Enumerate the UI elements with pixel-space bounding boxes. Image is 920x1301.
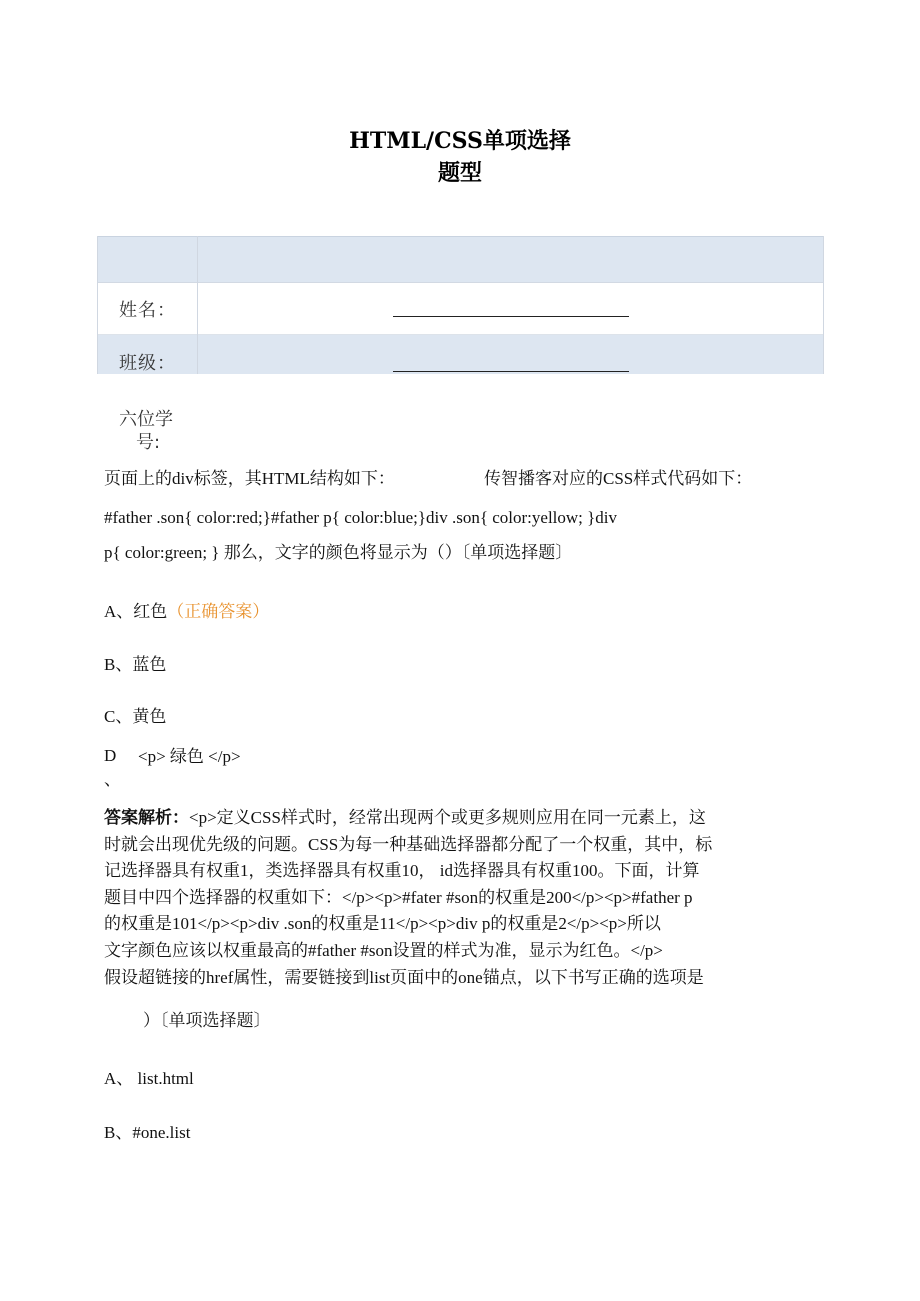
option-text: #one.list: [132, 1123, 191, 1142]
class-row: [97, 335, 824, 374]
analysis-line-1: [104, 806, 706, 830]
class-input-line[interactable]: [393, 371, 629, 372]
column-divider: [197, 236, 198, 374]
correct-answer-note: （正确答案）: [167, 602, 270, 621]
student-id-label-line1: 六位学: [119, 409, 173, 430]
analysis-line-5: 的权重是101</p><p>div .son的权重是11</p><p>div p的权重是2</p><p>所以: [104, 914, 661, 933]
table-right-border: [823, 236, 824, 374]
analysis-text: <p>定义CSS样式时，经常出现两个或更多规则应用在同一元素上，这: [189, 808, 706, 827]
question2-text-line2: ）〔单项选择题〕: [143, 1011, 271, 1030]
option-letter: A、: [104, 1069, 134, 1088]
analysis-label: 答案解析：: [104, 808, 189, 828]
option-letter: C、: [104, 707, 133, 726]
option-letter: D: [104, 746, 117, 765]
question2-option-a[interactable]: [104, 1067, 194, 1091]
student-info-table: [97, 236, 824, 374]
option-text: 红色: [133, 602, 168, 621]
analysis-line-3: 记选择器具有权重1，类选择器具有权重10， id选择器具有权重100。下面，计算: [104, 861, 700, 880]
table-header-row: [97, 236, 824, 283]
option-letter: B、: [104, 655, 133, 674]
question1-option-d-mark: 、: [104, 770, 121, 789]
question1-option-c[interactable]: [104, 705, 166, 729]
option-letter: B、: [104, 1123, 133, 1142]
question1-intro-left: 页面上的div标签，其HTML结构如下：: [104, 469, 395, 488]
question1-option-d[interactable]: [104, 744, 116, 768]
table-left-border: [97, 236, 98, 374]
question1-option-b[interactable]: [104, 653, 166, 677]
question1-code-line2: p{ color:green; } 那么，文字的颜色将显示为（）〔单项选择题〕: [104, 543, 573, 562]
name-label: 姓名：: [119, 300, 176, 321]
option-letter: A、: [104, 602, 134, 621]
question2-text-line1: 假设超链接的href属性，需要链接到list页面中的one锚点，以下书写正确的选项是: [104, 968, 704, 987]
question2-option-b[interactable]: [104, 1121, 190, 1145]
name-input-line[interactable]: [393, 316, 629, 317]
analysis-line-6: 文字颜色应该以权重最高的#father #son设置的样式为准，显示为红色。</p>: [104, 941, 663, 960]
document-subtitle: 题型: [437, 160, 482, 186]
class-label: 班级：: [119, 353, 176, 374]
student-id-label-line2: 号:: [136, 432, 161, 453]
question1-code-line1: #father .son{ color:red;}#father p{ color:blue;}div .son{ color:yellow; }div: [104, 508, 618, 527]
name-row: [97, 283, 824, 335]
option-text: 黄色: [132, 707, 167, 726]
question1-option-a[interactable]: [104, 600, 269, 624]
question1-intro-right: 传智播客对应的CSS样式代码如下：: [484, 469, 753, 488]
analysis-line-4: 题目中四个选择器的权重如下：</p><p>#fater #son的权重是200</p><p>#father p: [104, 888, 693, 907]
question1-option-d-text: <p> 绿色 </p>: [138, 747, 241, 766]
option-text: 蓝色: [132, 655, 167, 674]
option-text: list.html: [133, 1069, 194, 1088]
analysis-line-2: 时就会出现优先级的问题。CSS为每一种基础选择器都分配了一个权重，其中，标: [104, 835, 713, 854]
document-title: HTML/CSS单项选择: [349, 128, 571, 154]
